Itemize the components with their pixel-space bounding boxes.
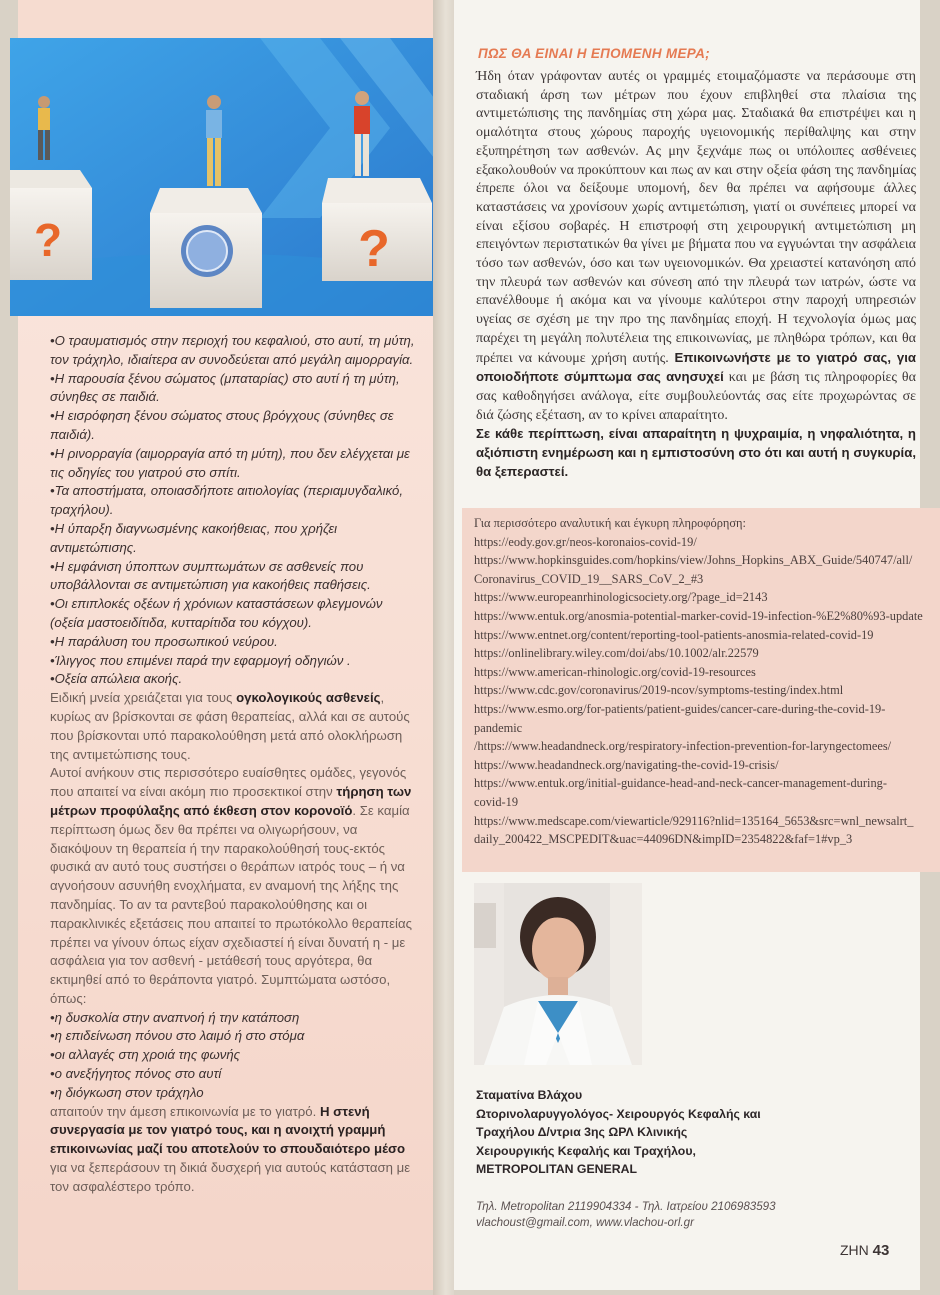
- communication-bold: Η στενή συνεργασία με τον γιατρό τους, και η ανοιχτή γραμμή επικοινωνίας μαζί του αποτελούν το σπουδαιότερο μέσο: [50, 1103, 406, 1157]
- signature-line: Χειρουργικής Κεφαλής και Τραχήλου,: [476, 1143, 696, 1158]
- reference-line: Για περισσότερο αναλυτική και έγκυρη πληροφόρηση:: [474, 516, 746, 530]
- symptom-item: •Ίλιγγος που επιμένει παρά την εφαρμογή οδηγιών .: [50, 652, 351, 668]
- reference-line: https://www.entuk.org/initial-guidance-head-and-neck-cancer-management-during-: [474, 776, 887, 791]
- symptom-item: •Η παράλυση του προσωπικού νεύρου.: [50, 633, 278, 649]
- signature-line: METROPOLITAN GENERAL: [476, 1162, 637, 1176]
- next-day-text: Ήδη όταν γράφονταν αυτές οι γραμμές ετοιμαζόμαστε να περάσουμε στη σταδιακή άρση των μέτρων που έχουν επιβληθεί στα πλαίσια της αντιμετώπισης της πανδημίας στη χώρα μας. Σταδιακά θα επιστρέψει και η ομαλότητα στους χώρους παροχής υγειονομικής περίθαλψης και στην εξυπηρέτηση των ασθενών. Ας μην ξεχνάμε πως οι υπόλοιπες ασθένειες εξακολουθούν να προκύπτουν και πως αν και στην οξεία φάση της πανδημίας έπρεπε όλοι να δείξουμε υπομονή, δεν θα πρέπει να αφήσουμε άλλες καταστάσεις να χρονίσουν χωρίς αντιμετώπιση, γιατί οι συνέπειες μπορεί να είναι εξίσου σοβαρές. Η επιστροφή στη χειρουργική αντιμετώπιση μη επειγόντων περιστατικών θα γίνει με βήματα που να εγγυώνται την ασφάλεια τόσο των ασθενών, όσο και των υγειονομικών. Θα χρειαστεί κατανόηση από την πλευρά των ασθενών και σύνεση από την πλευρά των ιατρών, ώστε να επανέλθουμε ή ακόμα και να γίνουμε καλύτεροι στην παροχή υπηρεσιών υγείας σε σχέση με την προ της πανδημίας εποχή. Η τεχνολογία όμως μας παρέχει τη μεγάλη πολυτέλεια της επικοινωνίας, με πληθώρα τρόπων, και θα πρέπει να κάνουμε χρήση αυτής.: [476, 69, 916, 366]
- author-signature: [476, 1086, 816, 1179]
- reference-line: Coronavirus_COVID_19__SARS_CoV_2_#3: [474, 571, 704, 586]
- symptom-item: •η επιδείνωση πόνου στο λαιμό ή στο στόμα: [50, 1028, 305, 1044]
- symptom-item: •οι αλλαγές στη χροιά της φωνής: [50, 1047, 241, 1063]
- reference-line: https://www.entuk.org/anosmia-potential-marker-covid-19-infection-%E2%80%93-update: [474, 608, 923, 623]
- oncology-text: Ειδική μνεία χρειάζεται για τους: [50, 690, 237, 706]
- signature-line: Σταματίνα Βλάχου: [476, 1088, 583, 1102]
- oncology-paragraph: [50, 689, 420, 764]
- communication-text-end: για να ξεπεράσουν τη δικιά δυσχερή για αυτούς κατάσταση με τον ασφαλέστερο τρόπο.: [50, 1160, 411, 1194]
- reference-line: https://www.esmo.org/for-patients/patient-guides/cancer-care-during-the-covid-19-: [474, 701, 886, 716]
- oncology-text-end: , κυρίως αν βρίσκονται σε φάση θεραπείας, αλλά και σε αυτούς που βρίσκονται υπό παρακολούθηση μετά από ολοκλήρωση της αντιμετώπισης τους.: [50, 690, 410, 762]
- contact-email-web: vlachoust@gmail.com, www.vlachou-orl.gr: [476, 1215, 694, 1229]
- contact-doctor-bold: Επικοινωνήστε με το γιατρό σας, για οποιοδήποτε σύμπτωμα σας ανησυχεί: [476, 349, 916, 385]
- sensitive-text: Αυτοί ανήκουν στις περισσότερο ευαίσθητες ομάδες, γεγονός που απαιτεί να είναι ακόμη πιο προσεκτικοί στην: [50, 765, 407, 800]
- symptom-item: •Ο τραυματισμός στην περιοχή του κεφαλιού, στο αυτί, τη μύτη, τον τράχηλο, ιδιαίτερα αν συνοδεύεται από μεγάλη αιμορραγία.: [50, 333, 415, 367]
- next-day-text-end: και με βάση τις πληροφορίες θα σας καθοδηγήσει ανάλογα, είτε συμβουλεύοντάς σας είτε προχωρώντας σε διά ζώσης εξέταση, αν το κρίνει απαραίτητο.: [476, 370, 916, 423]
- sensitive-groups-paragraph: [50, 764, 420, 1008]
- reference-line: https://www.headandneck.org/navigating-the-covid-19-crisis/: [474, 757, 779, 772]
- symptom-item: •η δυσκολία στην αναπνοή ή την κατάποση: [50, 1009, 300, 1025]
- figurines-illustration: [10, 38, 434, 316]
- next-day-paragraph: [476, 68, 916, 481]
- signature-line: Τραχήλου Δ/ντρια 3ης ΩΡΛ Κλινικής: [476, 1125, 688, 1139]
- page-gutter: [433, 0, 454, 1295]
- reference-line: covid-19: [474, 794, 519, 809]
- symptom-item: •Οξεία απώλεια ακοής.: [50, 671, 183, 687]
- author-contact: [476, 1199, 916, 1230]
- references-list: [474, 514, 934, 849]
- sensitive-bold: τήρηση των μέτρων προφύλαξης από έκθεση στον κορονοϊό: [50, 784, 412, 818]
- symptom-item: •Η παρουσία ξένου σώματος (μπαταρίας) στο αυτί ή τη μύτη, σύνηθες σε παιδιά.: [50, 370, 400, 405]
- reference-line: https://www.medscape.com/viewarticle/929116?nlid=135164_5653&src=wnl_newsalrt_: [474, 813, 914, 828]
- symptom-item: •Τα αποστήματα, οποιασδήποτε αιτιολογίας (περιαμυγδαλικό, τραχήλου).: [50, 483, 404, 518]
- symptom-item: •Οι επιπλοκές οξέων ή χρόνιων καταστάσεων φλεγμονών (οξεία μαστοειδίτιδα, κυτταρίτιδα του κόγχου).: [50, 596, 383, 630]
- left-column-text: [50, 332, 420, 1197]
- reference-line: https://www.american-rhinologic.org/covid-19-resources: [474, 664, 756, 679]
- reference-line: https://www.cdc.gov/coronavirus/2019-ncov/symptoms-testing/index.html: [474, 683, 844, 698]
- communication-paragraph: [50, 1103, 420, 1197]
- page-footer: [840, 1242, 889, 1259]
- section-heading: ΠΩΣ ΘΑ ΕΙΝΑΙ Η ΕΠΟΜΕΝΗ ΜΕΡΑ;: [478, 46, 710, 61]
- reference-line: https://www.hopkinsguides.com/hopkins/view/Johns_Hopkins_ABX_Guide/540747/all/: [474, 553, 913, 568]
- sensitive-text-end: . Σε καμία περίπτωση όμως δεν θα πρέπει να ολιγωρήσουν, να διακόψουν τη θεραπεία ή την παρακολούθησή τους-εκτός φυσικά αν αυτό τους συστήσει ο θεράπων ιατρός τους – ή να αγνοήσουν ασυνήθη ενοχλήματα, εν αναμονή της λήξης της πανδημίας. Το αν τα ραντεβού παρακολούθησης και οι παρακλινικές εξετάσεις που απαιτεί το πρωτόκολλο θεραπείας πρέπει να γίνουν όπως είχαν σχεδιαστεί ή είναι δυνατή η - με ασφάλεια για τον ασθενή - μετάθεσή τους αργότερα, θα εκτιμηθεί από το θεράποντα γιατρό. Συμπτώματα ωστόσο, όπως:: [50, 802, 412, 1006]
- reference-line: https://www.europeanrhinologicsociety.org/?page_id=2143: [474, 590, 768, 605]
- closing-statement: Σε κάθε περίπτωση, είναι απαραίτητη η ψυχραιμία, η νηφαλιότητα, η αξιόπιστη ενημέρωση και η εμπιστοσύνη στο ότι και αυτή η συγκυρία, θα ξεπεραστεί.: [476, 426, 916, 479]
- symptom-item: •η διόγκωση στον τράχηλο: [50, 1084, 204, 1100]
- page-number: 43: [872, 1242, 890, 1259]
- contact-phones: Τηλ. Metropolitan 2119904334 - Τηλ. Ιατρείου 2106983593: [476, 1200, 776, 1213]
- magazine-name: ΖΗΝ: [840, 1242, 869, 1258]
- author-photo: [474, 883, 642, 1065]
- reference-line: daily_200422_MSCPEDIT&uac=44096DN&impID=2354822&faf=1#vp_3: [474, 832, 853, 847]
- symptom-item: •Η ύπαρξη διαγνωσμένης κακοήθειας, που χρήζει αντιμετώπισης.: [50, 520, 338, 555]
- reference-line: https://www.entnet.org/content/reporting-tool-patients-anosmia-related-covid-19: [474, 627, 874, 642]
- reference-line: /https://www.headandneck.org/respiratory-infection-prevention-for-laryngectomees/: [474, 739, 892, 754]
- top-strip: [18, 0, 433, 38]
- symptom-item: •ο ανεξήγητος πόνος στο αυτί: [50, 1066, 222, 1082]
- communication-text: απαιτούν την άμεση επικοινωνία με το γιατρό.: [50, 1103, 320, 1119]
- reference-line: pandemic: [474, 720, 523, 735]
- symptom-item: •Η εμφάνιση ύποπτων συμπτωμάτων σε ασθενείς που υποβάλλονται σε αντιμετώπιση για κακοήθεις παθήσεις.: [50, 558, 371, 593]
- signature-line: Ωτορινολαρυγγολόγος- Χειρουργός Κεφαλής και: [476, 1106, 761, 1121]
- reference-line: https://eody.gov.gr/neos-koronaios-covid-19/: [474, 534, 697, 549]
- oncology-bold: ογκολογικούς ασθενείς: [236, 690, 381, 706]
- symptom-item: •Η ρινορραγία (αιμορραγία από τη μύτη), που δεν ελέγχεται με τις οδηγίες του γιατρού στο σπίτι.: [50, 445, 410, 480]
- symptom-list-2: [50, 1009, 420, 1103]
- svg-text:?: ?: [358, 220, 390, 278]
- reference-line: https://onlinelibrary.wiley.com/doi/abs/10.1002/alr.22579: [474, 646, 759, 661]
- svg-text:?: ?: [33, 214, 63, 266]
- symptom-list: [50, 332, 420, 689]
- symptom-item: •Η εισρόφηση ξένου σώματος στους βρόγχους (σύνηθες σε παιδιά).: [50, 408, 394, 442]
